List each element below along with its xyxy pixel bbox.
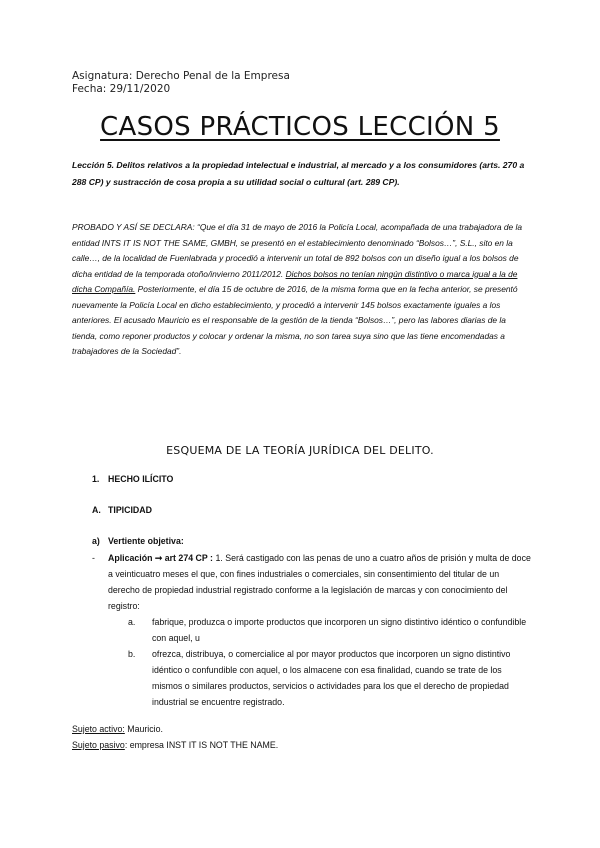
heading-label: Vertiente objetiva: [108,536,184,546]
facts-part2: Posteriormente, el día 15 de octubre de 2016, de la misma forma que en la fecha anterior, se presentó nuevamente la Policía Local en dicho establecimiento, y procedió a intervenir 145 bolsos exactamente iguales a los anteriores. El acusado Mauricio es el responsable de la gestión de la tienda “Bolsos…”, pero las labores diarias de la tienda, como reponer productos y colocar y ordenar la misma, no son tarea suya sino que las tiene encomendadas a trabajadores de la Sociedad”. [72,284,518,356]
sujeto-activo-label: Sujeto activo: [72,724,125,734]
sujeto-activo [72,721,163,737]
list-item-letter: a. [128,617,136,627]
aplicacion-paragraph [108,550,533,614]
facts-part1: PROBADO Y ASÍ SE DECLARA: “Que el día 31 de mayo de 2016 la Policía Local, acompañada de una trabajadora de la entidad INTS IT IS NOT THE SAME, GMBH, se presentó en el establecimiento denominado “Bolsos…”, S.L., sito en la calle…, de la localidad de Fuenlabrada y procedió a intervenir un total de 892 bolsos con un diseño igual a los bolsos de dicha entidad de la temporada otoño/invierno 2011/2012. [72,222,523,279]
list-item [128,614,533,646]
heading-number: A. [92,505,101,515]
sujeto-pasivo-label: Sujeto pasivo [72,740,125,750]
heading-number: a) [92,536,100,546]
facts-paragraph [72,220,532,360]
subject-line: Asignatura: Derecho Penal de la Empresa [72,70,290,82]
heading-label: HECHO ILÍCITO [108,474,174,484]
sujeto-activo-value: Mauricio. [124,724,163,734]
facts-underlined: Dichos bolsos no tenían ningún distintivo o marca igual a la de dicha Compañía. [72,268,518,294]
aplicacion-label: Aplicación ➞ art 274 CP : [108,553,213,563]
lesson-intro: Lección 5. Delitos relativos a la propiedad intelectual e industrial, al mercado y a los consumidores (arts. 270 a 288 CP) y sustracción de cosa propia a su utilidad social o cultural (art. 289 CP). [72,160,525,187]
aplicacion-text: 1. Será castigado con las penas de uno a cuatro años de prisión y multa de doce a veinticuatro meses el que, con fines industriales o comerciales, sin consentimiento del titular de un derecho de propiedad industrial registrado conforme a la legislación de marcas y con conocimiento del registro: [108,553,531,611]
page-title: CASOS PRÁCTICOS LECCIÓN 5 [100,112,500,142]
heading-label: TIPICIDAD [108,505,152,515]
heading-tipicidad [0,505,600,519]
list-item [128,646,533,710]
heading-vertiente-objetiva [0,536,600,550]
sujeto-pasivo [72,737,278,753]
bullet-dash: - [92,553,95,563]
list-item-letter: b. [128,649,136,659]
sujeto-pasivo-value: : empresa INST IT IS NOT THE NAME. [124,740,279,750]
list-item-text: ofrezca, distribuya, o comercialice al por mayor productos que incorporen un signo distintivo idéntico o confundible con aquel, o los almacene con esa finalidad, cuando se trate de los mismos o similares productos, servicios o actividades para los que el derecho de propiedad industrial se encuentre registrado. [152,649,511,707]
date-line: Fecha: 29/11/2020 [72,83,171,95]
list-item-text: fabrique, produzca o importe productos que incorporen un signo distintivo idéntico o confundible con aquel, u [152,617,527,643]
scheme-title: ESQUEMA DE LA TEORÍA JURÍDICA DEL DELITO. [166,444,434,457]
heading-hecho-ilicito [0,474,600,488]
heading-number: 1. [92,474,100,484]
